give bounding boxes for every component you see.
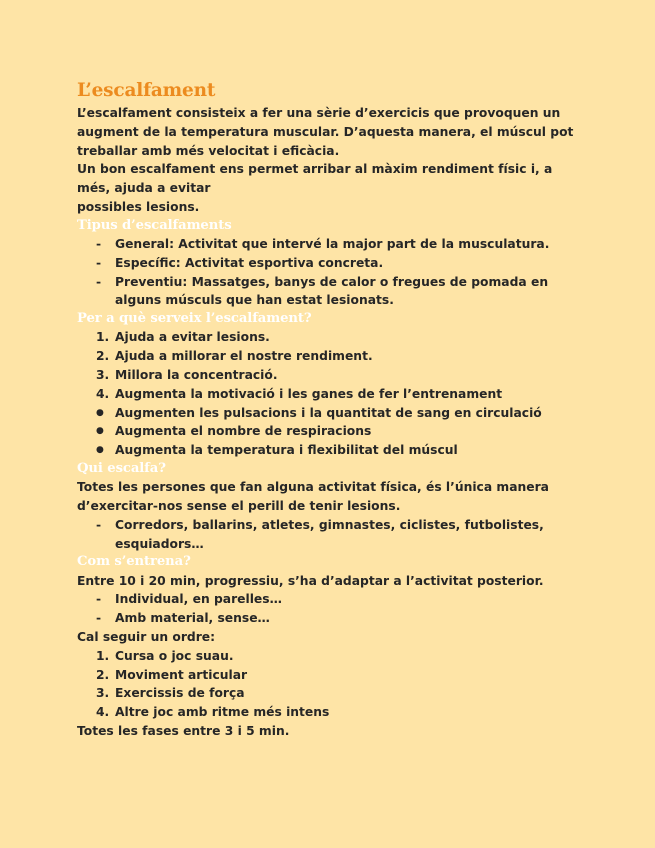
list-item-text: Moviment articular [115,667,248,682]
bullet-marker: ● [96,407,104,418]
number-marker: 4. [96,386,110,401]
number-marker: 2. [96,349,110,364]
dash-marker: - [96,255,102,270]
serveix-bullet-list [77,404,577,460]
section-heading-entrena: Com s’entrena? [77,554,191,570]
list-item-text: Augmenta el nombre de respiracions [115,424,372,439]
list-item-text: General: Activitat que intervé la major part de la musculatura. [115,236,550,251]
dash-marker: - [96,236,102,251]
document-content [77,78,577,741]
list-item [77,347,577,366]
list-item [77,366,577,385]
list-item-text: Augmenta la motivació i les ganes de fer l’entrenament [115,386,503,401]
dash-marker: - [96,517,102,532]
list-item [77,422,577,441]
list-item-text: Individual, en parelles… [115,592,282,607]
ordre-label: Cal seguir un ordre: [77,629,216,644]
list-item-text: Ajuda a evitar lesions. [115,330,270,345]
tipus-list [77,235,577,310]
list-item-text: Específic: Activitat esportiva concreta. [115,255,384,270]
list-item-text: Amb material, sense… [115,611,270,626]
page-title: L’escalfament [77,80,216,101]
list-item-text: Augmenten les pulsacions i la quantitat de sang en circulació [115,405,542,420]
list-item-text: Cursa o joc suau. [115,648,234,663]
list-item-text: Corredors, ballarins, atletes, gimnastes, ciclistes, futbolistes, esquiadors… [115,517,544,551]
entrena-list [77,590,577,628]
list-item [77,441,577,460]
entrena-paragraph: Entre 10 i 20 min, progressiu, s’ha d’adaptar a l’activitat posterior. [77,573,544,588]
list-item [77,684,577,703]
list-item [77,385,577,404]
list-item [77,516,577,554]
number-marker: 1. [96,330,110,345]
intro-paragraph: possibles lesions. [77,199,200,214]
dash-marker: - [96,592,102,607]
list-item [77,590,577,609]
list-item-text: Augmenta la temperatura i flexibilitat del múscul [115,443,458,458]
number-marker: 2. [96,667,110,682]
list-item-text: Altre joc amb ritme més intens [115,705,330,720]
number-marker: 3. [96,367,110,382]
dash-marker: - [96,274,102,289]
number-marker: 3. [96,686,110,701]
dash-marker: - [96,611,102,626]
list-item [77,703,577,722]
list-item [77,328,577,347]
list-item [77,609,577,628]
bullet-marker: ● [96,426,104,437]
serveix-numbered-list [77,328,577,403]
qui-list [77,516,577,554]
intro-paragraph: Un bon escalfament ens permet arribar al màxim rendiment físic i, a més, ajuda a evitar [77,162,553,196]
section-heading-qui: Qui escalfa? [77,460,166,476]
list-item [77,235,577,254]
list-item-text: Preventiu: Massatges, banys de calor o fregues de pomada en alguns músculs que han estat lesionats. [115,274,549,308]
ordre-steps-list [77,647,577,722]
number-marker: 1. [96,648,110,663]
intro-paragraph: L’escalfament consisteix a fer una sèrie d’exercicis que provoquen un augment de la temperatura muscular. D’aquesta manera, el múscul pot treballar amb més velocitat i eficàcia. [77,106,574,158]
list-item-text: Exercissis de força [115,686,245,701]
list-item [77,647,577,666]
list-item [77,273,577,311]
section-heading-tipus: Tipus d’escalfaments [77,217,232,233]
list-item [77,254,577,273]
qui-paragraph: Totes les persones que fan alguna activitat física, és l’única manera d’exercitar-nos sense el perill de tenir lesions. [77,480,549,513]
bullet-marker: ● [96,445,104,456]
list-item-text: Millora la concentració. [115,367,278,382]
number-marker: 4. [96,705,110,720]
closing-paragraph: Totes les fases entre 3 i 5 min. [77,723,290,738]
list-item [77,666,577,685]
list-item-text: Ajuda a millorar el nostre rendiment. [115,349,373,364]
list-item [77,404,577,423]
section-heading-serveix: Per a què serveix l’escalfament? [77,311,312,327]
